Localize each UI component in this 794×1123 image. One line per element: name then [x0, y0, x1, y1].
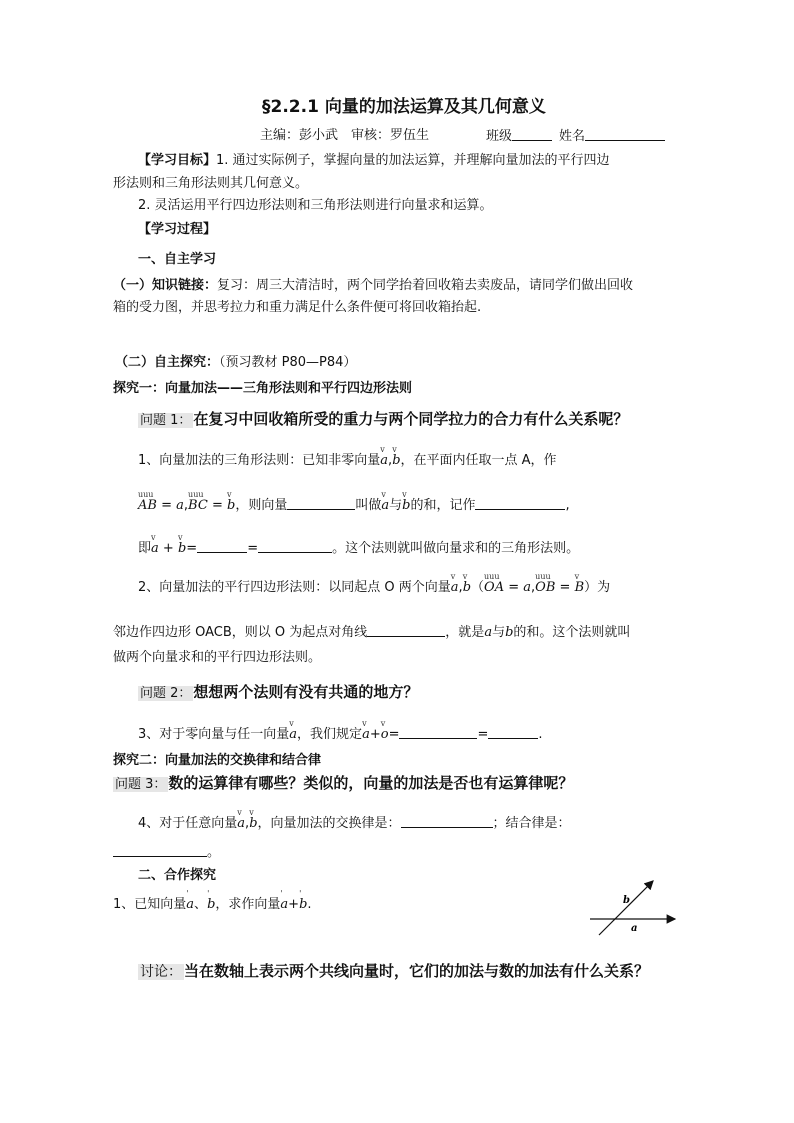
goals-heading: 【学习目标】 [138, 153, 217, 168]
text-run: b [505, 625, 514, 640]
text-run: 、 [194, 897, 208, 912]
vector-symbol [380, 719, 389, 742]
vector-BC [188, 490, 208, 513]
blank-sum-vector[interactable] [287, 497, 355, 510]
page-title: §2.2.1 向量的加法运算及其几何意义 [262, 97, 546, 117]
explore-note: （预习教材 P80—P84） [219, 355, 357, 370]
text-run: a [450, 580, 459, 595]
part1-heading: 一、自主学习 [138, 252, 217, 267]
text-run: BC [188, 498, 208, 513]
vector-symbol [289, 719, 298, 742]
text-run: = [559, 580, 571, 595]
vector-arrow-mark: ' [207, 889, 210, 898]
explore-heading: （二）自主探究： [115, 355, 220, 370]
vector-arrow-mark: v [574, 572, 580, 581]
text-run: = [247, 541, 259, 556]
discussion-text: 当在数轴上表示两个共线向量时，它们的加法与数的加法有什么关系？ [184, 962, 650, 980]
vector-arrow-mark: v [226, 490, 232, 499]
text-run: = [388, 727, 400, 742]
vector-symbol [484, 625, 492, 640]
explore-two-title: 探究二：向量加法的交换律和结合律 [113, 753, 322, 768]
vector-arrow-mark: v [450, 572, 456, 581]
text-run: b [226, 498, 236, 513]
vector-arrow-mark: v [462, 572, 468, 581]
question-3-label: 问题 3： [115, 777, 167, 792]
text-run: 2、向量加法的平行四边形法则：以同起点 O 两个向量 [138, 580, 451, 595]
vector-symbol [505, 625, 513, 640]
text-run: ，求作向量 [215, 897, 281, 912]
text-run: ；结合律是： [492, 816, 571, 831]
text-run: a [186, 897, 195, 912]
vector-symbol [151, 533, 159, 556]
text-run: ，在平面内任取一点 A，作 [400, 453, 557, 468]
discussion [138, 962, 649, 981]
vector-arrow-mark: ' [299, 889, 302, 898]
text-run: a [362, 727, 370, 742]
blank-notation[interactable] [475, 497, 565, 510]
vector-arrow-mark: uuu [188, 490, 204, 499]
text-run: ，则向量 [235, 498, 288, 513]
goals-item1-a: 1. 通过实际例子，掌握向量的加法运算，并理解向量加法的平行四边 [216, 153, 610, 168]
link-label: （一）知识链接： [113, 278, 218, 293]
discussion-label: 讨论： [140, 964, 182, 980]
vector-arrow-mark: uuu [484, 572, 500, 581]
text-run: + [369, 727, 381, 742]
vector-symbol [186, 889, 195, 912]
vector-arrow-mark: v [402, 490, 407, 499]
blank-diagonal[interactable] [367, 624, 445, 637]
vector-figure [585, 875, 685, 940]
vector-arrow-mark: uuu [535, 572, 551, 581]
text-run: 1、向量加法的三角形法则：已知非零向量 [138, 453, 381, 468]
question-3 [113, 774, 573, 793]
text-run: 。这个法则就叫做向量求和的三角形法则。 [332, 541, 580, 556]
text-run: 与 [389, 498, 403, 513]
vector-arrow-mark: uuu [138, 490, 154, 499]
text-run: a [176, 498, 184, 513]
vector-symbol [402, 490, 411, 513]
text-run: 为 [597, 580, 611, 595]
goals-item1-b: 形法则和三角形法则其几何意义。 [113, 176, 309, 191]
vector-OA [484, 572, 505, 595]
text-run: , [245, 816, 250, 831]
vector-a [380, 445, 389, 468]
goals-item2: 2. 灵活运用平行四边形法则和三角形法则进行向量求和运算。 [138, 198, 493, 213]
explore-one-title: 探究一：向量加法——三角形法则和平行四边形法则 [113, 381, 413, 396]
explore-heading-line [115, 355, 356, 371]
text-run: + [162, 541, 174, 556]
question-1-text: 在复习中回收箱所受的重力与两个同学拉力的合力有什么关系呢？ [193, 410, 629, 428]
triangle-rule-line-2 [138, 490, 570, 514]
text-run: b [299, 897, 308, 912]
laws-line [138, 808, 571, 832]
text-run: a [484, 625, 493, 640]
text-run: ，向量加法的交换律是： [257, 816, 401, 831]
blank-zero-1[interactable] [399, 726, 477, 739]
vector-symbol [177, 533, 187, 556]
triangle-rule-line-1 [138, 445, 557, 469]
text-run: b [392, 453, 401, 468]
blank-zero-2[interactable] [488, 726, 538, 739]
text-run: b [249, 816, 258, 831]
vector-arrow-mark: v [237, 808, 242, 817]
triangle-rule-line-3 [138, 533, 580, 557]
text-run: = [508, 580, 520, 595]
link-text-b: 箱的受力图，并思考拉力和重力满足什么条件便可将回收箱抬起. [113, 300, 482, 315]
author-line: 主编：彭小武 审核：罗伍生 [260, 128, 430, 143]
vector-symbol [237, 808, 246, 831]
text-run: a [151, 541, 159, 556]
text-run: a [523, 580, 532, 595]
text-run: + [288, 897, 300, 912]
vector-arrow-mark: v [380, 719, 386, 728]
text-run: , [531, 580, 536, 595]
vector-arrow-mark: v [381, 490, 386, 499]
vector-arrow-mark: ' [186, 889, 189, 898]
text-run: 1、已知向量 [113, 897, 187, 912]
text-run: o [380, 727, 389, 742]
name-field[interactable] [559, 128, 665, 145]
vector-symbol [207, 889, 216, 912]
text-run: , [565, 498, 570, 513]
vector-symbol [574, 572, 585, 595]
question-2 [138, 683, 418, 702]
vector-arrow-mark: v [177, 533, 183, 542]
text-run: OA [484, 580, 505, 595]
link-text-a: 复习：周三大清洁时，两个同学抬着回收箱去卖废品，请同学们做出回收 [217, 278, 634, 293]
vector-symbol [299, 889, 308, 912]
vector-symbol [523, 580, 531, 595]
label-b: b [623, 895, 630, 906]
process-heading: 【学习过程】 [138, 222, 217, 237]
text-run: OB [535, 580, 556, 595]
vector-arrow-mark: v [151, 533, 156, 542]
text-run: a [237, 816, 246, 831]
name-blank[interactable] [585, 128, 665, 141]
vector-b [226, 490, 236, 513]
blank-eq-1[interactable] [197, 540, 247, 553]
vector-arrow-mark: v [362, 719, 367, 728]
parallelogram-rule-line-3: 做两个向量求和的平行四边形法则。 [113, 650, 322, 665]
text-run: = [477, 727, 489, 742]
text-run: = [186, 541, 198, 556]
vector-arrow-mark: v [249, 808, 254, 817]
laws-line-2 [113, 844, 220, 861]
vector-b [392, 445, 401, 468]
vector-a [176, 498, 184, 513]
text-run: a [380, 453, 389, 468]
goals-line-1 [138, 153, 610, 169]
vector-symbol [381, 490, 390, 513]
vector-symbol [362, 719, 370, 742]
question-2-text: 想想两个法则有没有共通的地方？ [193, 683, 419, 701]
vector-arrow-mark: v [392, 445, 397, 454]
text-run: ，就是 [445, 625, 485, 640]
exercise-1: 1、已知向量 ' a、 ' b，求作向量 ' a+ ' b. [113, 889, 312, 912]
vector-b-arrow [599, 881, 653, 935]
text-run: 邻边作四边形 OACB，则以 O 为起点对角线 [113, 625, 368, 640]
question-2-label: 问题 2： [140, 686, 192, 701]
vector-arrow-mark: v [380, 445, 385, 454]
vector-OB [535, 572, 556, 595]
vector-symbol [249, 808, 258, 831]
text-run: , [458, 580, 463, 595]
text-run: AB [138, 498, 157, 513]
vector-symbol [462, 572, 472, 595]
vector-symbol [450, 572, 459, 595]
zero-vector-line: 3、对于零向量与任一向量 v a，我们规定 v a+ v o= = . [138, 719, 543, 742]
text-run: 的和，记作 [410, 498, 476, 513]
blank-associative[interactable] [113, 844, 207, 857]
text-run: b [462, 580, 472, 595]
class-blank[interactable] [512, 128, 552, 141]
text-run: B [574, 580, 585, 595]
text-run: 与 [492, 625, 506, 640]
text-run: = [161, 498, 172, 513]
part2-heading: 二、合作探究 [138, 868, 217, 883]
blank-eq-2[interactable] [258, 540, 332, 553]
blank-commutative[interactable] [401, 815, 493, 828]
text-run: a [381, 498, 390, 513]
vector-AB [138, 490, 157, 513]
text-run: 的和。这个法则就叫 [513, 625, 631, 640]
vector-arrow-mark: ' [280, 889, 283, 898]
question-1 [138, 410, 628, 429]
vector-arrow-mark: v [289, 719, 294, 728]
text-run: 3、对于零向量与任一向量 [138, 727, 290, 742]
text-run: ，我们规定 [297, 727, 363, 742]
text-run: , [183, 498, 189, 513]
link-line-1 [113, 278, 633, 294]
label-a: a [631, 923, 638, 934]
text-run: b [207, 897, 216, 912]
text-run: 4、对于任意向量 [138, 816, 238, 831]
text-run: 即 [138, 541, 152, 556]
parallelogram-rule-line-2 [113, 624, 630, 641]
name-label: 姓名 [559, 129, 586, 144]
parallelogram-rule-line-1: 2、向量加法的平行四边形法则：以同起点 O 两个向量 v a, v b（ uuu OA = a, uuu OB = v B）为 [138, 572, 611, 595]
text-run: b [177, 541, 187, 556]
class-label: 班级 [486, 129, 513, 144]
vector-symbol [280, 889, 289, 912]
class-field[interactable] [486, 128, 552, 145]
text-run: 叫做 [355, 498, 382, 513]
text-run: 。 [207, 845, 221, 860]
text-run: = [211, 498, 223, 513]
text-run: , [388, 453, 393, 468]
text-run: a [280, 897, 289, 912]
question-3-text: 数的运算律有哪些？类似的，向量的加法是否也有运算律呢？ [168, 774, 574, 792]
text-run: b [402, 498, 411, 513]
text-run: a [289, 727, 298, 742]
question-1-label: 问题 1： [140, 413, 192, 428]
